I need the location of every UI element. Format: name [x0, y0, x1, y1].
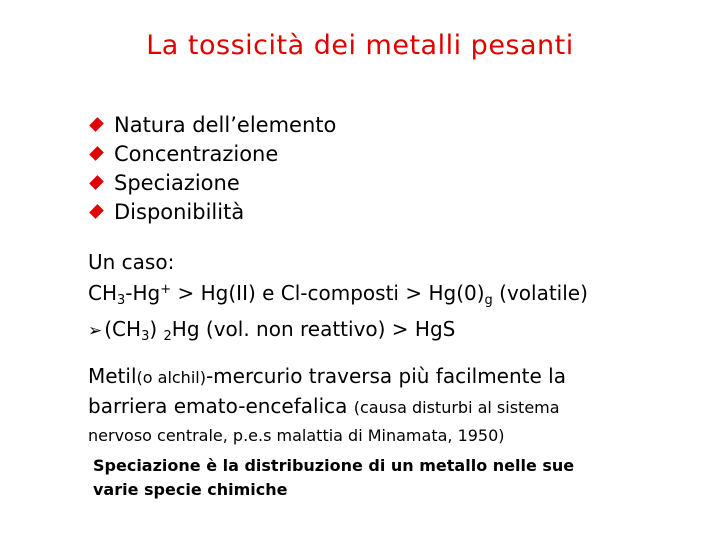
paragraph-text-small: (causa disturbi al sistema	[353, 398, 560, 417]
paragraph-text: Metil	[88, 364, 137, 388]
diamond-bullet-icon	[89, 117, 104, 132]
bullet-text: Natura dell’elemento	[114, 112, 337, 137]
paragraph-text-small: (o alchil)	[136, 368, 206, 387]
list-item	[90, 110, 336, 139]
bullet-text: Speciazione	[114, 170, 240, 195]
formula-subscript: 3	[141, 329, 150, 344]
formula-subscript: 2	[163, 329, 172, 344]
diamond-bullet-icon	[89, 146, 104, 161]
formula-text: -Hg	[125, 281, 161, 305]
diamond-bullet-icon	[89, 175, 104, 190]
list-item	[90, 139, 336, 168]
paragraph-text: -mercurio traversa più facilmente la	[205, 364, 566, 388]
note-line: varie specie chimiche	[93, 480, 288, 499]
formula-subscript: g	[484, 293, 493, 308]
list-item	[90, 197, 336, 226]
bullet-text: Disponibilità	[114, 199, 245, 224]
formula-text: S	[442, 317, 456, 341]
speciation-note	[93, 454, 653, 502]
formula-text: )	[149, 317, 164, 341]
paragraph-line: nervoso centrale, p.e.s malattia di Minamata, 1950)	[88, 426, 505, 445]
formula-line-2	[88, 315, 588, 351]
case-intro: Un caso:	[88, 250, 175, 274]
note-line: Speciazione è la distribuzione di un metallo nelle sue	[93, 456, 575, 475]
methylmercury-paragraph	[88, 362, 566, 450]
formula-text: (volatile)	[492, 281, 588, 305]
formula-text: CH	[88, 281, 118, 305]
formula-text: Hg (vol. non reattivo) > Hg	[171, 317, 443, 341]
paragraph-line	[88, 362, 566, 392]
bullet-text: Concentrazione	[114, 141, 279, 166]
paragraph-text: barriera emato-encefalica	[88, 394, 354, 418]
list-item	[90, 168, 336, 197]
case-block	[88, 248, 588, 351]
page-title: La tossicità dei metalli pesanti	[146, 30, 574, 61]
formula-text: > Hg(II) e Cl-composti > Hg(0)	[171, 281, 485, 305]
formula-line-1	[88, 276, 588, 315]
diamond-bullet-icon	[89, 204, 104, 219]
formula-subscript: 3	[117, 293, 126, 308]
arrow-bullet-icon: ➢	[88, 321, 103, 341]
formula-superscript: +	[160, 282, 172, 297]
bullet-list	[90, 110, 336, 226]
paragraph-line	[88, 392, 566, 422]
formula-text: (CH	[104, 317, 142, 341]
